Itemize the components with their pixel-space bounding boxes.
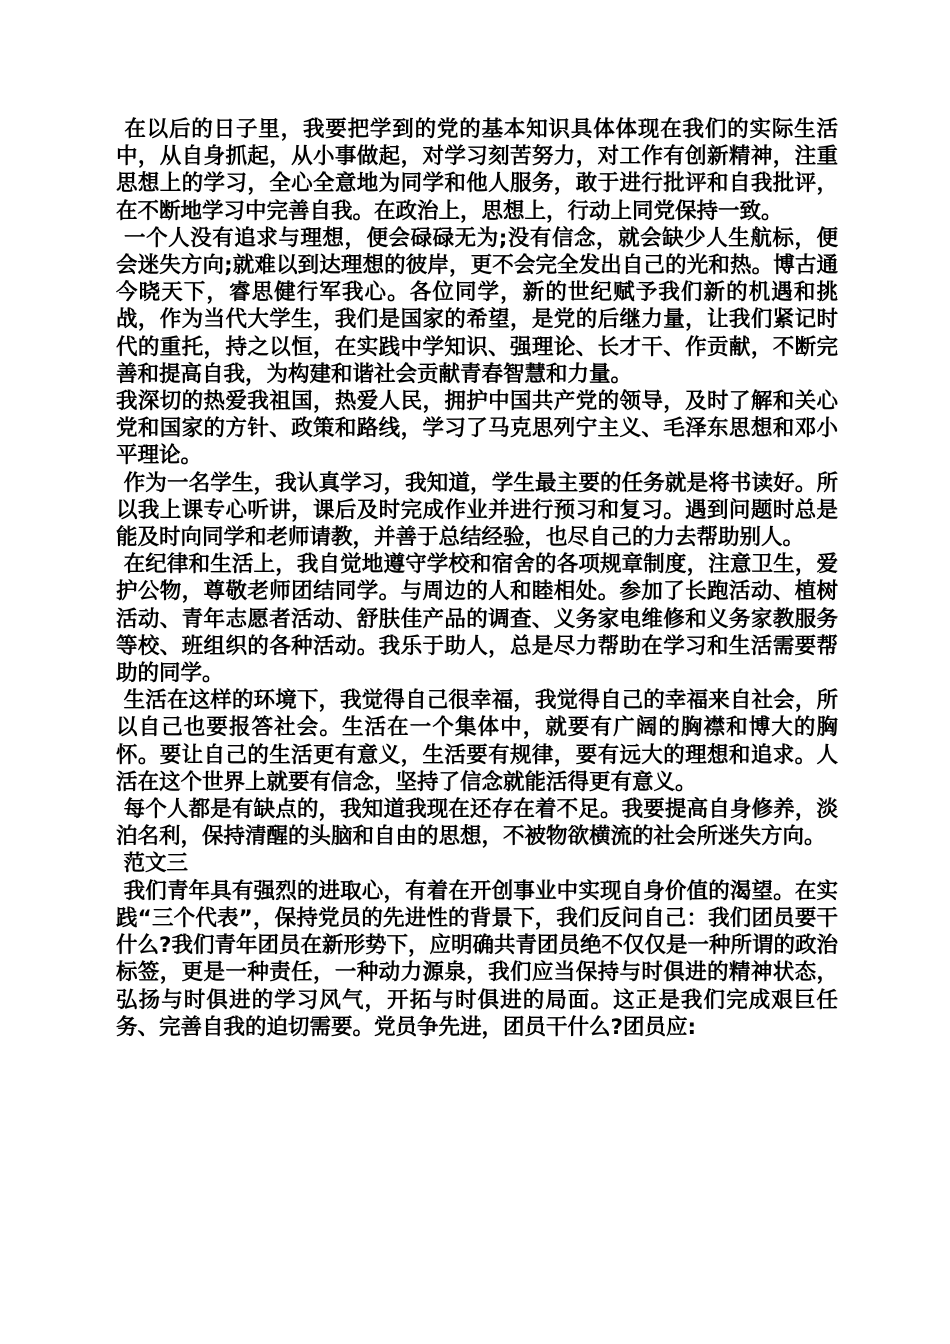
paragraph-1: 在以后的日子里，我要把学到的党的基本知识具体体现在我们的实际生活中，从自身抓起，从小事做起，对学习刻苦努力，对工作有创新精神，注重思想上的学习，全心全意地为同学和他人服务，敢于进行批评和自我批评，在不断地学习中完善自我。在政治上，思想上，行动上同党保持一致。: [116, 117, 838, 224]
paragraph-8: 我们青年具有强烈的进取心，有着在开创事业中实现自身价值的渴望。在实践“三个代表”，保持党员的先进性的背景下，我们反问自己：我们团员要干什么?我们青年团员在新形势下，应明确共青团员绝不仅仅是一种所谓的政治标签，更是一种责任，一种动力源泉，我们应当保持与时俱进的精神状态，弘扬与时俱进的学习风气，开拓与时俱进的局面。这正是我们完成艰巨任务、完善自我的迫切需要。党员争先进，团员干什么?团员应:: [116, 878, 838, 1040]
document-page: [116, 116, 838, 1041]
paragraph-3: 我深切的热爱我祖国，热爱人民，拥护中国共产党的领导，及时了解和关心党和国家的方针、政策和路线，学习了马克思列宁主义、毛泽东思想和邓小平理论。: [116, 389, 838, 469]
paragraph-4: 作为一名学生，我认真学习，我知道，学生最主要的任务就是将书读好。所以我上课专心听讲，课后及时完成作业并进行预习和复习。遇到问题时总是能及时向同学和老师请教，并善于总结经验，也尽自己的力去帮助别人。: [116, 470, 838, 551]
paragraph-2: 一个人没有追求与理想，便会碌碌无为;没有信念，就会缺少人生航标，便会迷失方向;就难以到达理想的彼岸，更不会完全发出自己的光和热。博古通今晓天下，睿思健行军我心。各位同学，新的世纪赋予我们新的机遇和挑战，作为当代大学生，我们是国家的希望，是党的后继力量，让我们紧记时代的重托，持之以恒，在实践中学知识、强理论、长才干、作贡献，不断完善和提高自我，为构建和谐社会贡献青春智慧和力量。: [116, 225, 838, 387]
paragraph-7: 每个人都是有缺点的，我知道我现在还存在着不足。我要提高自身修养，淡泊名利，保持清醒的头脑和自由的思想，不被物欲横流的社会所迷失方向。: [116, 797, 838, 850]
section-heading: 范文三: [116, 851, 189, 877]
paragraph-6: 生活在这样的环境下，我觉得自己很幸福，我觉得自己的幸福来自社会，所以自己也要报答社会。生活在一个集体中，就要有广阔的胸襟和博大的胸怀。要让自己的生活更有意义，生活要有规律，要有远大的理想和追求。人活在这个世界上就要有信念，坚持了信念就能活得更有意义。: [116, 688, 838, 795]
paragraph-5: 在纪律和生活上，我自觉地遵守学校和宿舍的各项规章制度，注意卫生，爱护公物，尊敬老师团结同学。与周边的人和睦相处。参加了长跑活动、植树活动、青年志愿者活动、舒肤佳产品的调查、义务家电维修和义务家教服务等校、班组织的各种活动。我乐于助人，总是尽力帮助在学习和生活需要帮助的同学。: [116, 552, 838, 687]
